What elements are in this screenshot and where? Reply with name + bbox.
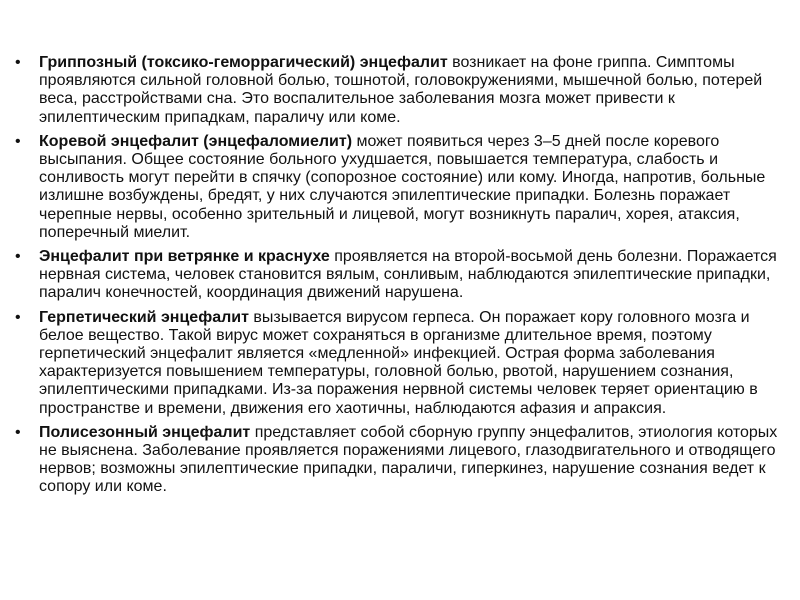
bullet-icon: • xyxy=(15,54,21,71)
term-herpetic: Герпетический энцефалит xyxy=(39,308,249,326)
list-item-chickenpox-rubella xyxy=(14,248,786,303)
list-item-influenza xyxy=(14,54,786,127)
description-polyseasonal: представляет собой сборную группу энцефалитов, этиология которых не выяснена. Заболевание проявляется поражениями лицевого, глазодвигательного и отводящего нервов; возможны эпилептические припадки, параличи, гиперкинез, нарушение сознания ведет к сопору или коме. xyxy=(39,423,778,496)
list-item-measles xyxy=(14,133,786,242)
description-herpetic: вызывается вирусом герпеса. Он поражает кору головного мозга и белое вещество. Такой вирус может сохраняться в организме длительное время, поэтому герпетический энцефалит является «медленной» инфекцией. Острая форма заболевания характеризуется повышением температуры, головной болью, рвотой, нарушением сознания, эпилептическими припадками. Из-за поражения нервной системы человек теряет ориентацию в пространстве и времени, движения его хаотичны, наблюдаются афазия и апраксия. xyxy=(39,308,758,417)
bullet-icon: • xyxy=(15,248,21,266)
description-chickenpox-rubella: проявляется на второй-восьмой день болезни. Поражается нервная система, человек становится вялым, сонливым, наблюдаются эпилептические припадки, паралич конечностей, координация движений нарушена. xyxy=(39,248,777,302)
encephalitis-list xyxy=(14,54,786,503)
bullet-icon: • xyxy=(15,132,21,150)
term-influenza: Гриппозный (токсико-геморрагический) энцефалит xyxy=(39,54,448,71)
list-item-polyseasonal xyxy=(14,424,786,497)
description-measles: может появиться через 3–5 дней после коревого высыпания. Общее состояние больного ухудшается, повышается температура, слабость и сонливость могут перейти в спячку (сопорозное состояние) или кому. Иногда, напротив, больные излишне возбуждены, бредят, у них случаются эпилептические припадки. Болезнь поражает черепные нервы, особенно зрительный и лицевой, могут возникнуть паралич, хорея, атаксия, поперечный миелит. xyxy=(39,132,766,241)
term-measles: Коревой энцефалит (энцефаломиелит) xyxy=(39,132,353,150)
description-influenza: возникает на фоне гриппа. Симптомы проявляются сильной головной болью, тошнотой, головокружениями, мышечной болью, потерей веса, расстройствами сна. Это воспалительное заболевания мозга может привести к эпилептическим припадкам, параличу или коме. xyxy=(39,54,763,126)
term-polyseasonal: Полисезонный энцефалит xyxy=(39,423,251,441)
term-chickenpox-rubella: Энцефалит при ветрянке и краснухе xyxy=(39,248,330,266)
bullet-icon: • xyxy=(15,308,21,326)
list-item-herpetic xyxy=(14,309,786,418)
bullet-icon: • xyxy=(15,423,21,441)
